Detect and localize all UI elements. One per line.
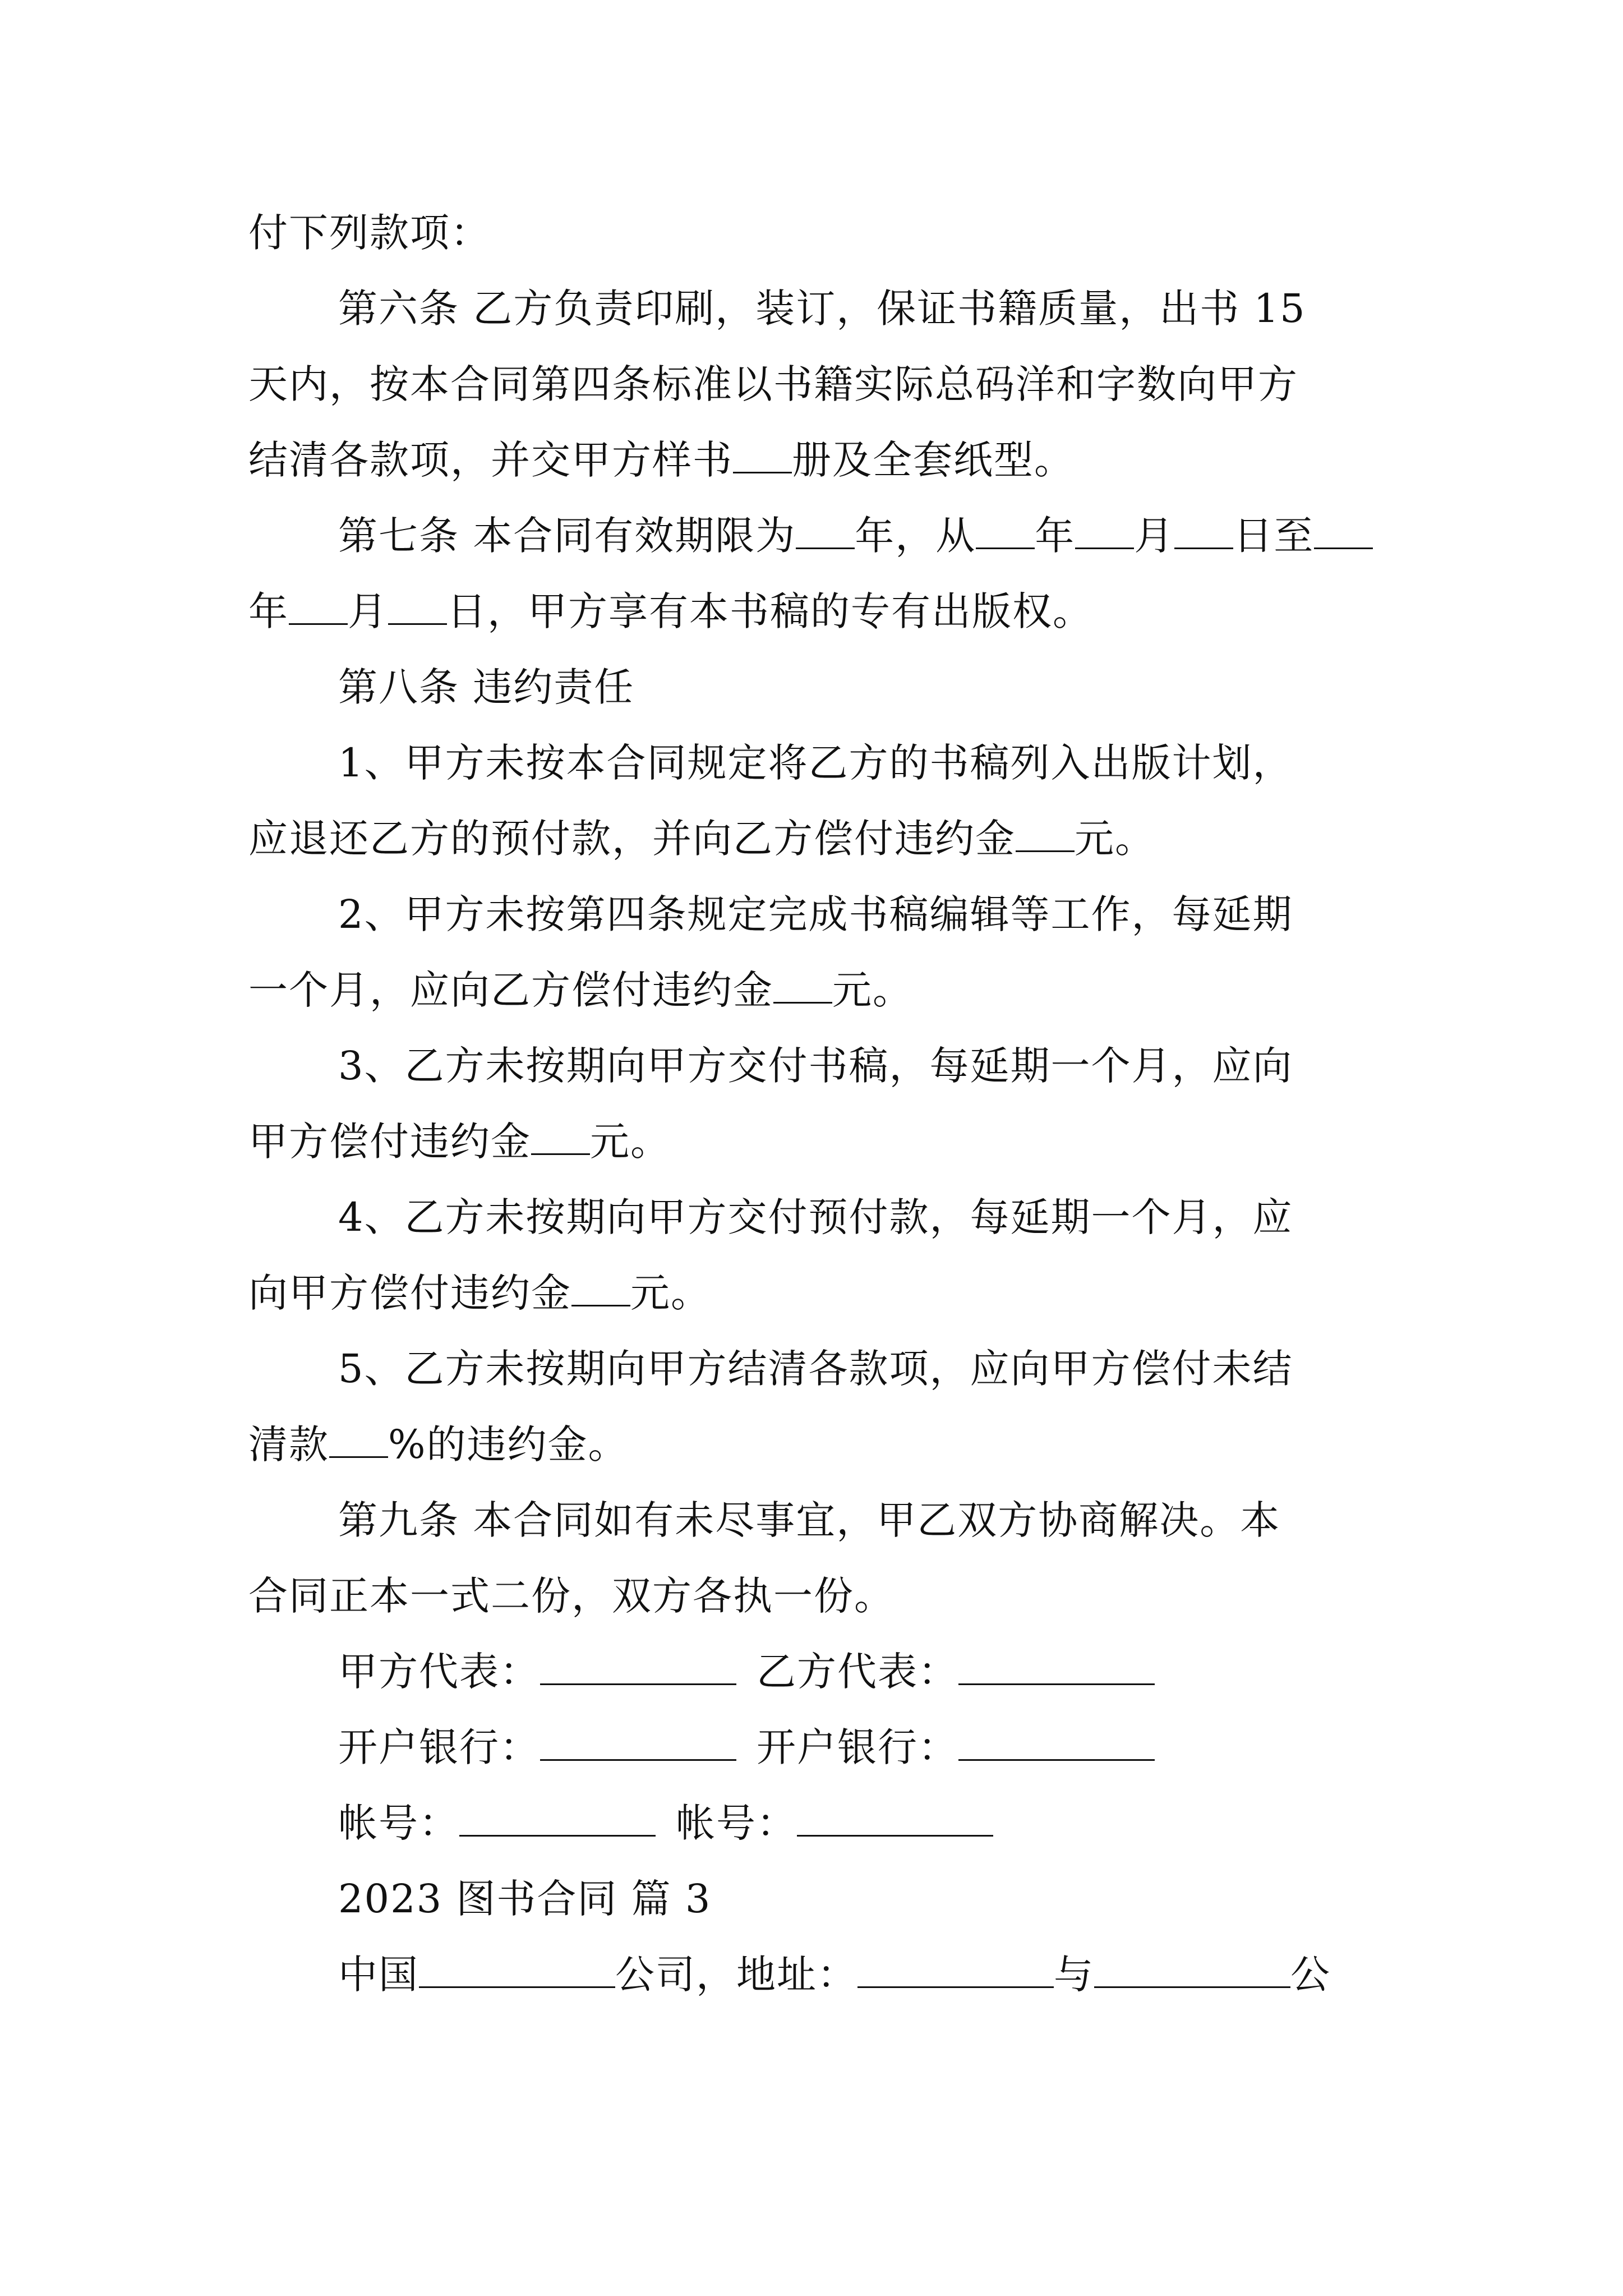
- text: 册及全套纸型。: [792, 437, 1075, 483]
- text: 应退还乙方的预付款，并向乙方偿付违约金: [248, 816, 1016, 862]
- text: 3、乙方未按期向甲方交付书稿，每延期一个月，应向: [338, 1043, 1293, 1089]
- fill-blank: [1075, 513, 1134, 549]
- account-a-label: 帐号：: [338, 1800, 459, 1846]
- text: 第八条 违约责任: [338, 664, 635, 710]
- bank-a-blank: [540, 1724, 736, 1761]
- fill-blank: [388, 588, 447, 625]
- fill-blank: [733, 437, 792, 473]
- text: 一个月，应向乙方偿付违约金: [248, 967, 773, 1013]
- bank-b-blank: [958, 1724, 1155, 1761]
- signature-rep-row: [338, 1646, 1155, 1697]
- paragraph-line: [248, 965, 913, 1015]
- text: 清款: [248, 1421, 329, 1467]
- signature-account-row: [338, 1798, 993, 1848]
- text: 与: [1054, 1952, 1094, 1998]
- paragraph-line: [338, 1949, 1331, 2000]
- section-title: [338, 1874, 711, 1924]
- text: 5、乙方未按期向甲方结清各款项，应向甲方偿付未结: [338, 1346, 1293, 1392]
- text: 结清各款项，并交甲方样书: [248, 437, 733, 483]
- text: 元。: [590, 1119, 671, 1165]
- account-b-blank: [797, 1800, 993, 1837]
- text: %的违约金。: [388, 1421, 629, 1467]
- text: 年，从: [855, 513, 976, 559]
- fill-blank: [1314, 513, 1373, 549]
- text: 付下列款项：: [248, 210, 491, 256]
- paragraph-line: [248, 1419, 629, 1470]
- paragraph-line: [248, 586, 1093, 637]
- text: 月: [348, 588, 388, 634]
- account-a-blank: [459, 1800, 656, 1837]
- article-6-line: [338, 283, 1306, 334]
- fill-blank: [289, 588, 348, 625]
- paragraph-line: [248, 208, 491, 258]
- text: 年: [1035, 513, 1076, 559]
- paragraph-line: [248, 1116, 671, 1167]
- text: 第九条 本合同如有未尽事宜，甲乙双方协商解决。本: [338, 1497, 1281, 1543]
- paragraph-line: [248, 1571, 895, 1621]
- text: 公司，地址：: [615, 1952, 857, 1998]
- text: 中国: [338, 1952, 419, 1998]
- text: 日至: [1233, 513, 1315, 559]
- paragraph-line: [248, 813, 1155, 864]
- text: 1、甲方未按本合同规定将乙方的书稿列入出版计划，: [338, 740, 1293, 786]
- party-b-rep-label: 乙方代表：: [757, 1649, 958, 1695]
- paragraph-line: [248, 1268, 711, 1318]
- fill-blank: [531, 1119, 590, 1155]
- text: 年: [248, 588, 289, 634]
- party-b-rep-blank: [958, 1649, 1155, 1685]
- text: 甲方偿付违约金: [248, 1119, 531, 1165]
- text: 第六条 乙方负责印刷，装订，保证书籍质量，出书 15: [338, 286, 1306, 332]
- party-a-rep-blank: [540, 1649, 736, 1685]
- fill-blank: [571, 1270, 630, 1306]
- clause-5-line: [338, 1343, 1293, 1394]
- fill-blank: [1174, 513, 1233, 549]
- fill-blank: [1094, 1952, 1290, 1988]
- bank-a-label: 开户银行：: [338, 1724, 540, 1770]
- fill-blank: [796, 513, 855, 549]
- text: 2、甲方未按第四条规定完成书稿编辑等工作，每延期: [338, 891, 1293, 937]
- clause-4-line: [338, 1192, 1293, 1243]
- text: 元。: [832, 967, 913, 1013]
- text: 2023 图书合同 篇 3: [338, 1876, 712, 1922]
- text: 月: [1134, 513, 1175, 559]
- text: 公: [1290, 1952, 1331, 1998]
- clause-3-line: [338, 1041, 1293, 1091]
- text: 元。: [630, 1270, 711, 1316]
- fill-blank: [419, 1952, 615, 1988]
- article-8-heading: [338, 662, 634, 712]
- text: 向甲方偿付违约金: [248, 1270, 571, 1316]
- fill-blank: [976, 513, 1035, 549]
- text: 4、乙方未按期向甲方交付预付款，每延期一个月，应: [338, 1194, 1293, 1240]
- fill-blank: [857, 1952, 1054, 1988]
- fill-blank: [1016, 816, 1075, 852]
- text: 第七条 本合同有效期限为: [338, 513, 796, 559]
- paragraph-line: [248, 359, 1298, 409]
- article-9-line: [338, 1495, 1280, 1545]
- signature-bank-row: [338, 1722, 1155, 1773]
- account-b-label: 帐号：: [676, 1800, 797, 1846]
- text: 天内，按本合同第四条标准以书籍实际总码洋和字数向甲方: [248, 361, 1298, 407]
- text: 元。: [1075, 816, 1155, 862]
- party-a-rep-label: 甲方代表：: [338, 1649, 540, 1695]
- bank-b-label: 开户银行：: [757, 1724, 958, 1770]
- fill-blank: [773, 967, 832, 1004]
- paragraph-line: [248, 435, 1075, 485]
- fill-blank: [329, 1421, 388, 1458]
- text: 日，甲方享有本书稿的专有出版权。: [447, 588, 1093, 634]
- text: 合同正本一式二份，双方各执一份。: [248, 1573, 895, 1619]
- article-7-line: [338, 510, 1373, 561]
- clause-1-line: [338, 738, 1293, 788]
- clause-2-line: [338, 889, 1293, 940]
